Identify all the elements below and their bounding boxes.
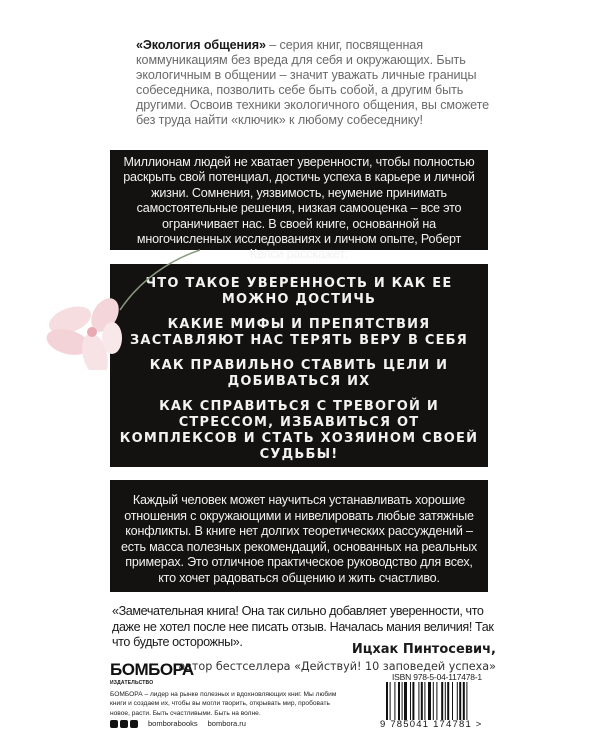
series-name: «Экология общения» (136, 38, 266, 52)
barcode-bar (398, 682, 400, 720)
series-intro (136, 38, 492, 128)
conclusion-text: Каждый человек может научиться устанавливать хорошие отношения с окружающими и нивелировать любые затяжные конфликты. В книге нет долгих теоретических рассуждений – есть масса полезных рекомендаций, основанных на реальных примерах. Это отличное практическое руководство для всех, кто хочет радоваться общению и жить счастливо. (120, 493, 478, 585)
barcode-bar (390, 682, 391, 720)
barcode-bar (441, 682, 443, 720)
barcode-bar (459, 682, 461, 720)
barcode-bar (447, 682, 449, 720)
barcode-bar (386, 682, 388, 720)
barcode-digits: 9 785041 174781 > (380, 719, 483, 730)
social-handle: bomborabooks (148, 719, 198, 728)
topic-heading: ЧТО ТАКОЕ УВЕРЕННОСТЬ И КАК ЕЕ МОЖНО ДОСТИЧЬ (145, 276, 453, 307)
facebook-icon (110, 720, 118, 728)
isbn-label: ISBN 978-5-04-117478-1 (392, 672, 482, 682)
summary-text: Миллионам людей не хватает уверенности, чтобы полностью раскрыть свой потенциал, достичь успеха в карьере и личной жизни. Сомнения, уязвимость, неумение принимать самостоятельные решения, низкая самооценка – все это ограничивает нас. В своей книге, основанной на многочисленных исследованиях и личном опыте, Роберт Келси расскажет: (123, 155, 475, 262)
barcode-bar (402, 682, 403, 720)
summary-box (110, 150, 488, 262)
review-author-note: автор бестселлера «Действуй! 10 заповедей успеха» (178, 660, 496, 673)
publisher-logo-sub: ИЗДАТЕЛЬСТВО (110, 680, 154, 686)
publisher-logo: БОМБОРА (110, 660, 194, 679)
barcode-bar (433, 682, 434, 720)
publisher-website: bombora.ru (207, 719, 246, 728)
series-description: – серия книг, посвященная коммуникациям без вреда для себя и окружающих. Быть экологичным в общении – значит уважать личные границы собеседника, позволить себе быть собой, а другим быть другими. Освоив техники экологичного общения, вы сможете без труда найти «ключик» к любому собеседнику! (136, 38, 489, 127)
barcode-bar (466, 682, 467, 720)
barcode-bar (412, 682, 414, 720)
topic-heading: КАК СПРАВИТЬСЯ С ТРЕВОГОЙ И СТРЕССОМ, ИЗБАВИТЬСЯ ОТ КОМПЛЕКСОВ И СТАТЬ ХОЗЯИНОМ СВОЕЙ СУДЬБЫ! (119, 399, 479, 462)
barcode (386, 682, 494, 720)
barcode-bar (394, 682, 395, 720)
barcode-bar (445, 682, 446, 720)
instagram-icon (130, 720, 138, 728)
barcode-bar (436, 682, 437, 720)
vk-icon (120, 720, 128, 728)
topic-heading: КАКИЕ МИФЫ И ПРЕПЯТСТВИЯ ЗАСТАВЛЯЮТ НАС ТЕРЯТЬ ВЕРУ В СЕБЯ (130, 317, 468, 348)
barcode-bar (424, 682, 425, 720)
conclusion-box (110, 480, 488, 592)
barcode-bar (418, 682, 419, 720)
publisher-blurb: БОМБОРА – лидер на рынке полезных и вдохновляющих книг. Мы любим книги и создаем их, чтобы вы могли творить, открывать мир, пробовать новое, расти. Быть счастливыми. Быть на волне. (110, 691, 337, 717)
barcode-bar (457, 682, 458, 720)
barcode-bar (428, 682, 431, 720)
review-author: Ицхак Пинтосевич, (351, 642, 496, 657)
barcode-bar (421, 682, 423, 720)
topic-heading: КАК ПРАВИЛЬНО СТАВИТЬ ЦЕЛИ И ДОБИВАТЬСЯ ИХ (149, 358, 449, 389)
barcode-bar (410, 682, 411, 720)
topics-box (110, 264, 488, 467)
barcode-bar (463, 682, 465, 720)
review-quote: «Замечательная книга! Она так сильно добавляет уверенности, что даже не хотел после нее писать отзыв. Началась мания величия! Так что будьте осторожны». (112, 604, 494, 649)
publisher-social (110, 719, 246, 728)
barcode-bar (452, 682, 453, 720)
barcode-bar (404, 682, 407, 720)
social-icons (110, 720, 138, 728)
